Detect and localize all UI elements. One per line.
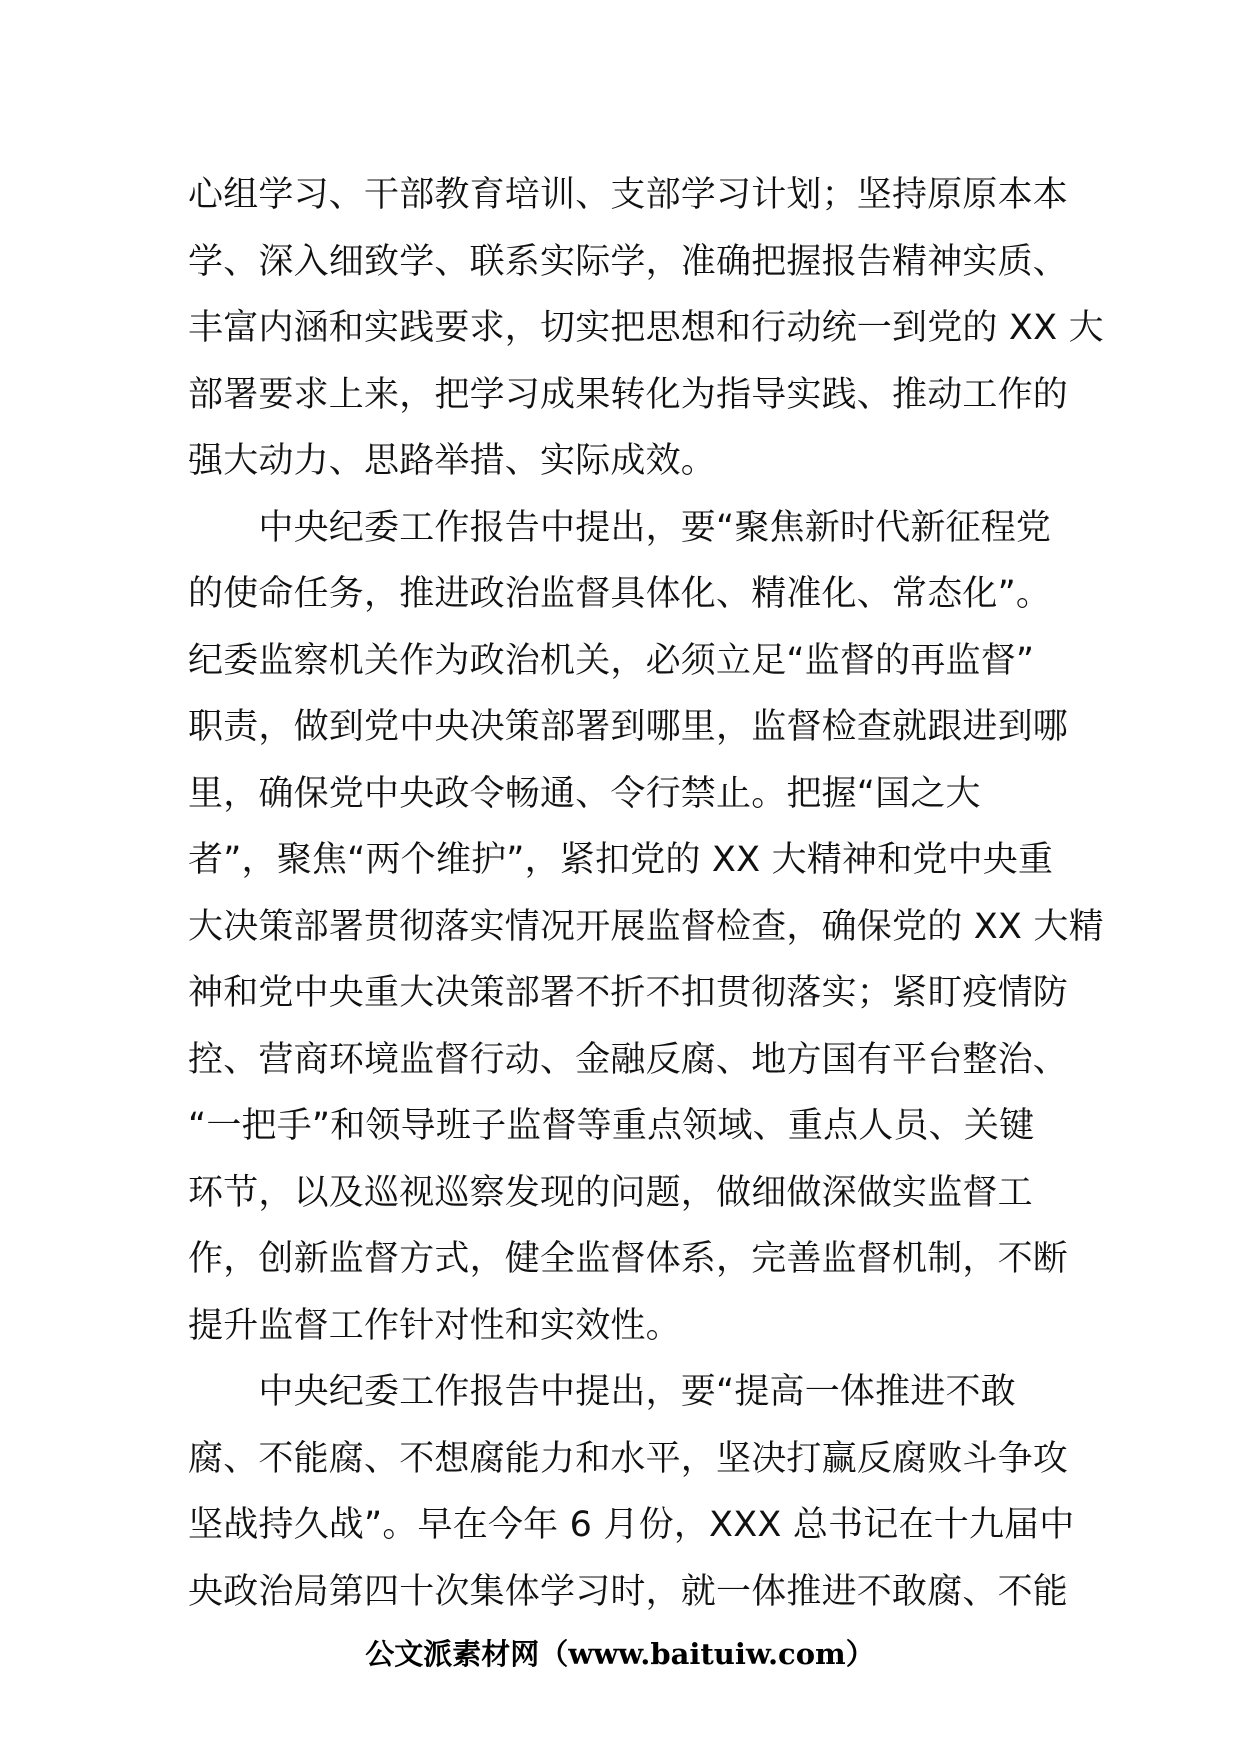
text-line: 中央纪委工作报告中提出，要“聚焦新时代新征程党 — [188, 507, 1052, 548]
text-line: 提升监督工作针对性和实效性。 — [188, 1305, 681, 1346]
text-line: 里，确保党中央政令畅通、令行禁止。把握“国之大 — [188, 773, 981, 814]
text-line: “一把手”和领导班子监督等重点领域、重点人员、关键 — [188, 1106, 1035, 1146]
text-line: 纪委监察机关作为政治机关，必须立足“监督的再监督” — [188, 640, 1035, 681]
text-line: 强大动力、思路举措、实际成效。 — [188, 441, 717, 481]
text-line: 的使命任务，推进政治监督具体化、精准化、常态化”。 — [188, 574, 1052, 614]
text-line: 学、深入细致学、联系实际学，准确把握报告精神实质、 — [188, 241, 1069, 282]
text-line: 心组学习、干部教育培训、支部学习计划；坚持原原本本 — [188, 175, 1069, 215]
text-line: 央政治局第四十次集体学习时，就一体推进不敢腐、不能 — [188, 1571, 1069, 1612]
document-body — [188, 162, 1104, 1625]
text-line: 职责，做到党中央决策部署到哪里，监督检查就跟进到哪 — [188, 707, 1069, 747]
text-line: 环节，以及巡视巡察发现的问题，做细做深做实监督工 — [188, 1172, 1033, 1213]
text-line: 者”，聚焦“两个维护”，紧扣党的 XX 大精神和党中央重 — [188, 840, 1054, 880]
text-line: 坚战持久战”。早在今年 6 月份，XXX 总书记在十九届中 — [188, 1505, 1075, 1545]
text-line: 腐、不能腐、不想腐能力和水平，坚决打赢反腐败斗争攻 — [188, 1438, 1069, 1479]
page-footer: 公文派素材网（www.baituiw.com） — [365, 1637, 875, 1671]
text-line: 大决策部署贯彻落实情况开展监督检查，确保党的 XX 大精 — [188, 906, 1104, 947]
text-line: 部署要求上来，把学习成果转化为指导实践、推动工作的 — [188, 374, 1069, 415]
text-line: 丰富内涵和实践要求，切实把思想和行动统一到党的 XX 大 — [188, 308, 1104, 348]
text-line: 神和党中央重大决策部署不折不扣贯彻落实；紧盯疫情防 — [188, 973, 1069, 1013]
text-line: 作，创新监督方式，健全监督体系，完善监督机制，不断 — [188, 1239, 1069, 1279]
text-line: 控、营商环境监督行动、金融反腐、地方国有平台整治、 — [188, 1039, 1069, 1080]
text-line: 中央纪委工作报告中提出，要“提高一体推进不敢 — [188, 1372, 1016, 1412]
